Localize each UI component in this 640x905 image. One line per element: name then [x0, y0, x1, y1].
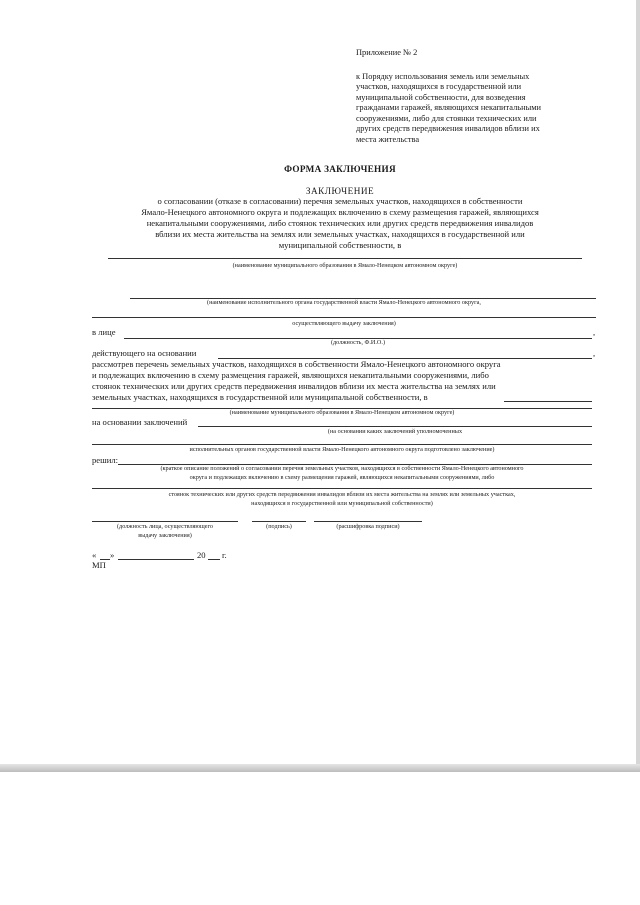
signatory-position-line[interactable]	[92, 521, 238, 522]
municipality-hint: (наименование муниципального образования в Ямало-Ненецком автономном округе)	[232, 262, 458, 269]
subject-line-5: муниципальной собственности, в	[278, 240, 402, 250]
grounds-label: на основании заключений	[92, 417, 188, 427]
date-year-line[interactable]	[208, 559, 220, 560]
signatory-position-hint-2: выдачу заключения)	[138, 532, 192, 539]
decision-hint-3: стоянок технических или других средств передвижения инвалидов вблизи их места жительства на землях или земельных участках,	[168, 491, 516, 498]
body-line-3: стоянок технических или других средств передвижения инвалидов вблизи их места жительства на землях или	[92, 381, 496, 391]
executive-body-field-line-2[interactable]	[92, 317, 596, 318]
acting-on-label: действующего на основании	[92, 348, 197, 358]
date-year-suffix: г.	[222, 550, 227, 560]
signature-hint: (подпись)	[266, 523, 292, 530]
annex-line-5: сооружениями, либо для стоянки технических или	[356, 114, 537, 123]
annex-line-7: места жительства	[356, 135, 420, 144]
annex-line-3: муниципальной собственности, для возведения	[356, 93, 526, 102]
signature-line[interactable]	[252, 521, 306, 522]
signature-decode-line[interactable]	[314, 521, 422, 522]
annex-line-4: гражданами гаражей, являющихся некапитальными	[356, 103, 541, 112]
annex-line-1: к Порядку использования земель или земельных	[356, 72, 530, 81]
municipality2-hint: (наименование муниципального образования в Ямало-Ненецком автономном округе)	[229, 409, 455, 416]
municipality-field-line[interactable]	[108, 258, 582, 259]
annex-line-2: участков, находящихся в государственной или	[356, 82, 522, 91]
decision-hint-1: (краткое описание положений о согласовании перечня земельных участков, находящихся в собственности Ямало-Ненецкого автономного	[160, 465, 524, 472]
date-month-line[interactable]	[118, 559, 194, 560]
decision-hint-4: находящихся в государственной или муниципальной собственности)	[251, 500, 433, 507]
subject-line-3: некапитальными сооружениями, либо стоянок технических или других средств передвижения инвалидов	[146, 218, 534, 228]
grounds-field-line[interactable]	[198, 426, 592, 427]
grounds-hint: (на основании каких заключений уполномоченных	[327, 428, 463, 435]
signatory-position-hint-1: (должность лица, осуществляющего	[116, 523, 214, 530]
subject-line-1: о согласовании (отказе в согласовании) перечня земельных участков, находящихся в собственности	[157, 196, 523, 206]
subject-line-4: вблизи их места жительства на землях или земельных участках, находящихся в государственной или	[155, 229, 525, 239]
grounds-field-line-2[interactable]	[92, 444, 592, 445]
annex-title: Приложение № 2	[356, 48, 418, 57]
position-hint: (должность, Ф.И.О.)	[330, 339, 386, 346]
body-line-1: рассмотрев перечень земельных участков, находящихся в собственности Ямало-Ненецкого автономного округа	[92, 359, 501, 369]
executive-body-hint: (наименование исполнительного органа государственной власти Ямало-Ненецкого автономного округа,	[207, 299, 481, 306]
body-line-2: и подлежащих включению в схему размещения гаражей, являющихся некапитальными сооружениями, либо	[92, 370, 489, 380]
body-municipality-field-line[interactable]	[504, 401, 592, 402]
decision-field-line-2[interactable]	[92, 488, 592, 489]
date-quote-open: «	[92, 550, 97, 560]
date-year-prefix: 20	[197, 550, 206, 560]
acting-on-comma: ,	[593, 348, 596, 358]
scan-shadow-right	[636, 0, 640, 770]
annex-line-6: других средств передвижения инвалидов вблизи их	[356, 124, 540, 133]
stamp-place: МП	[92, 560, 106, 570]
date-quote-close: »	[110, 550, 115, 560]
decided-label: решил:	[92, 455, 119, 465]
issuing-hint: осуществляющего выдачу заключения)	[292, 320, 396, 327]
form-title: ФОРМА ЗАКЛЮЧЕНИЯ	[284, 164, 396, 174]
scan-bottom-edge	[0, 764, 640, 772]
in-person-label: в лице	[92, 327, 116, 337]
body-line-4: земельных участках, находящихся в государственной или муниципальной собственности, в	[92, 392, 428, 402]
signature-decode-hint: (расшифровка подписи)	[336, 523, 400, 530]
doc-title: ЗАКЛЮЧЕНИЕ	[305, 186, 375, 196]
decision-hint-2: округа и подлежащих включению в схему размещения гаражей, являющихся некапитальными сооружениями, либо	[189, 474, 495, 481]
executive-bodies-hint: исполнительных органов государственной власти Ямало-Ненецкого автономного округа подготовлено заключение)	[189, 446, 495, 453]
in-person-comma: ,	[593, 327, 596, 337]
subject-line-2: Ямало-Ненецкого автономного округа и подлежащих включению в схему размещения гаражей, являющихся	[141, 207, 539, 217]
